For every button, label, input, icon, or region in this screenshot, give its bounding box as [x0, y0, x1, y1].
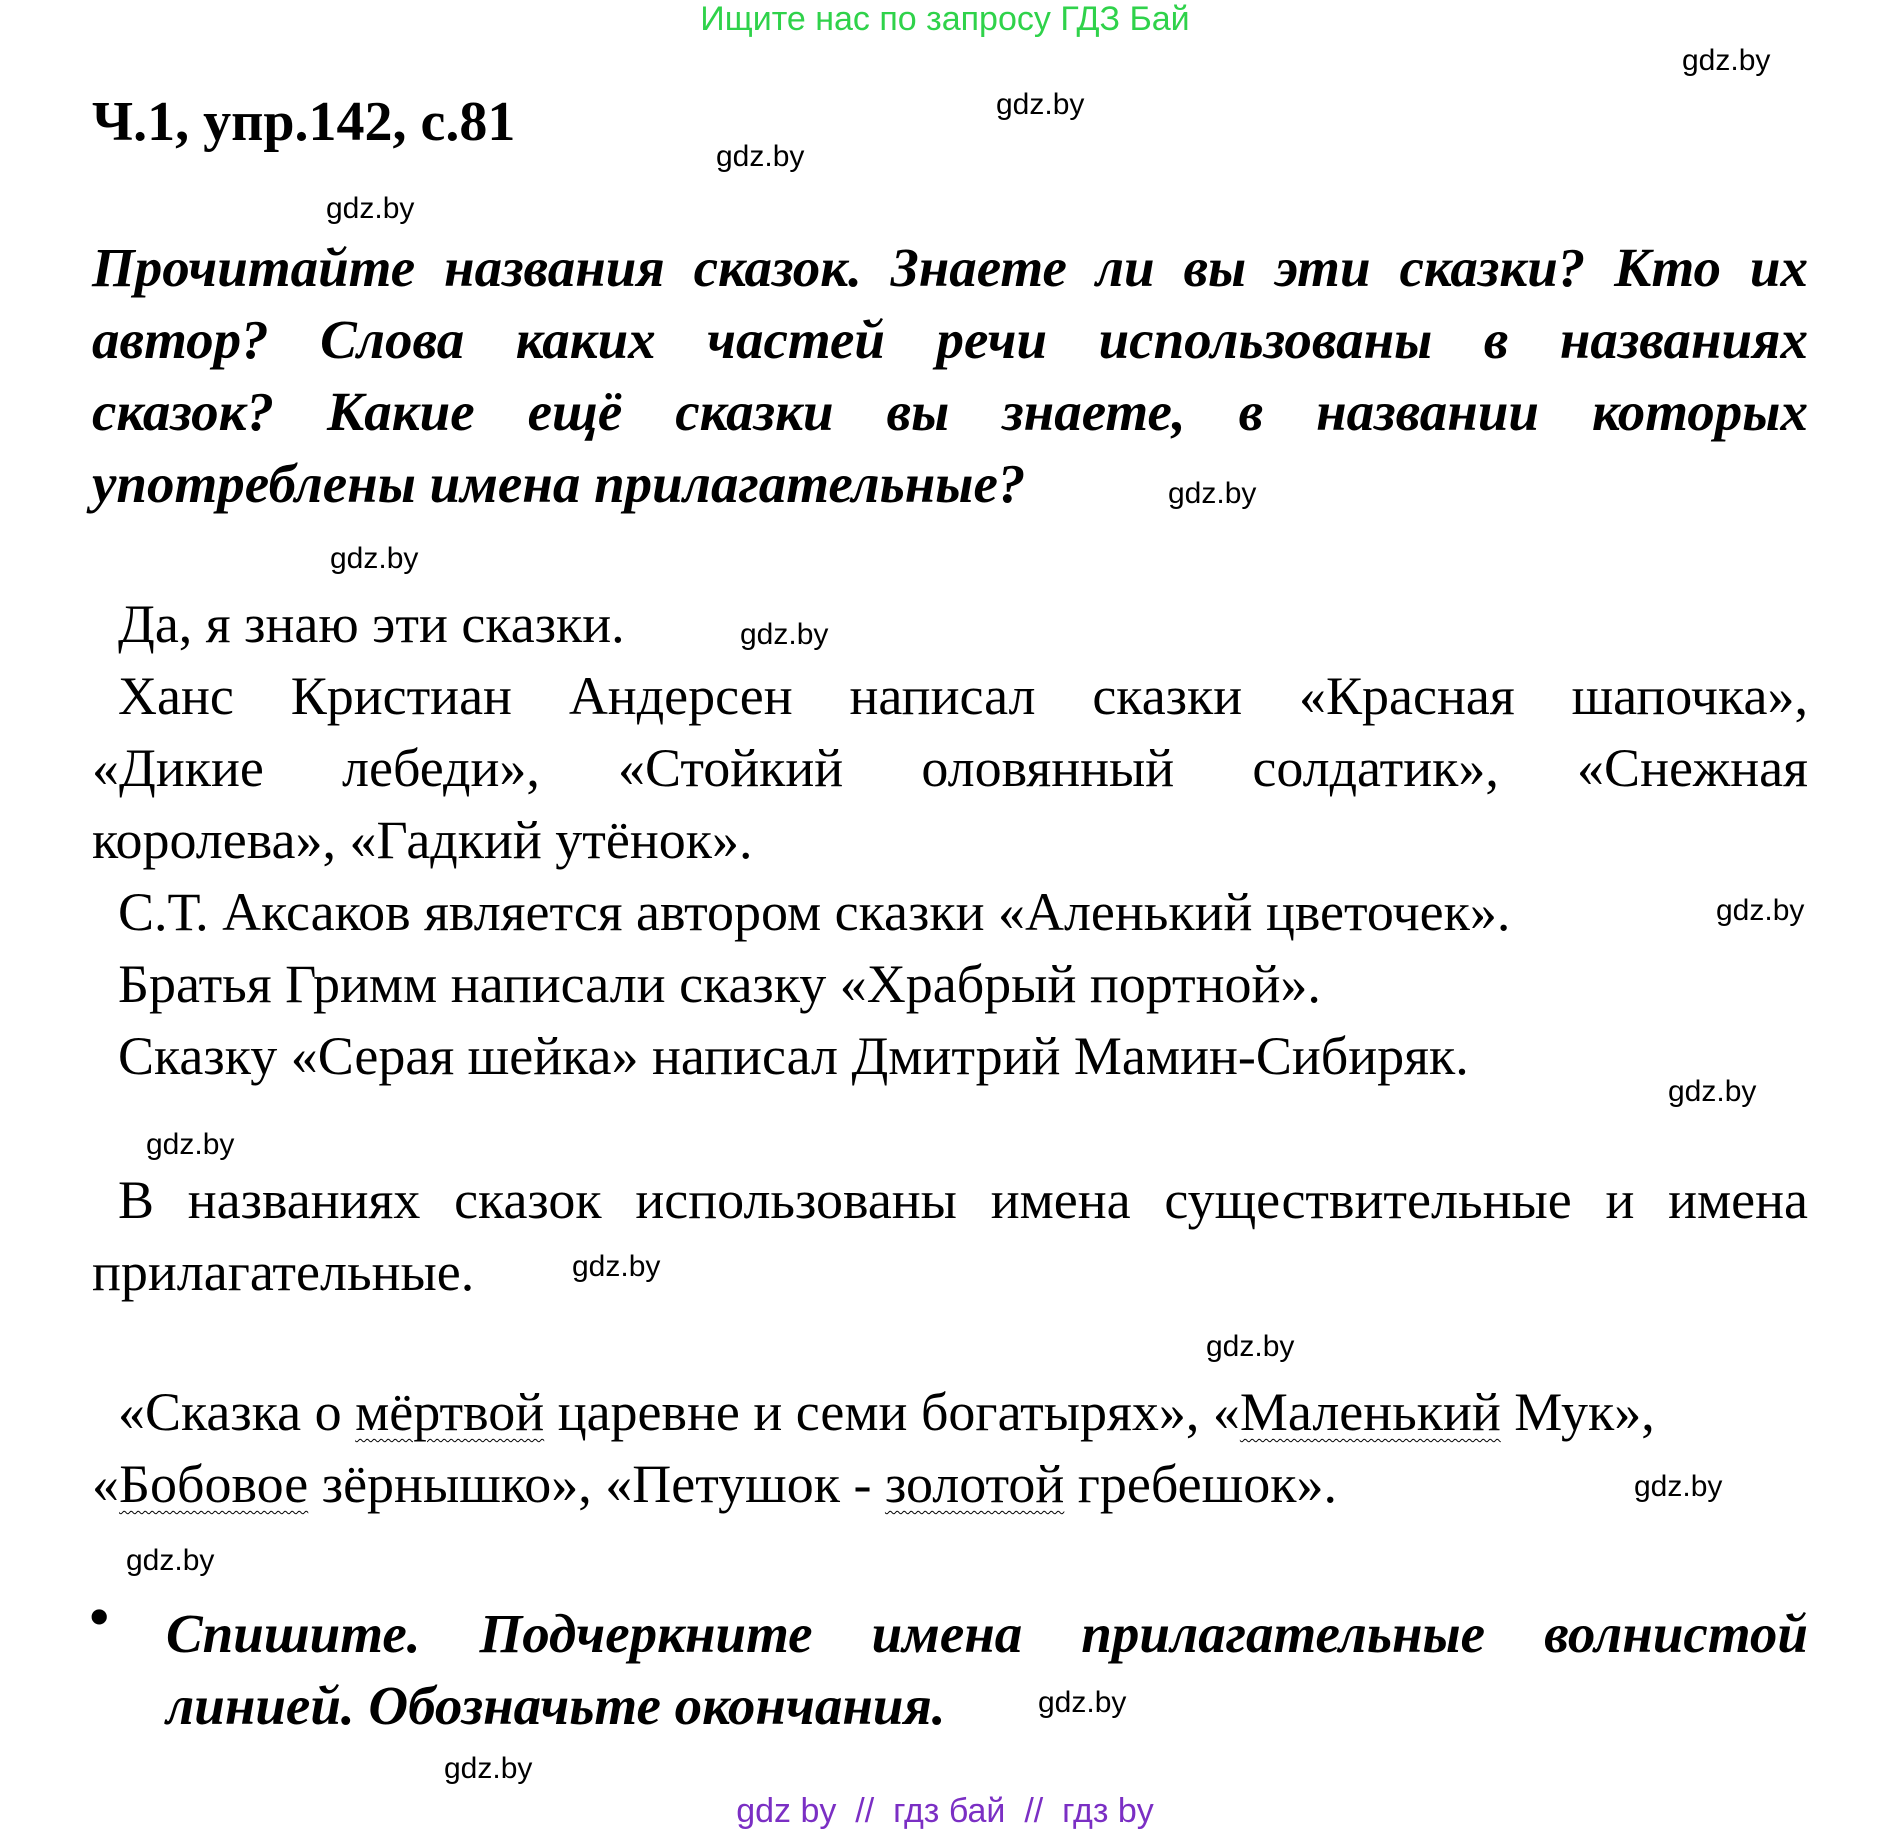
exercise-title: Ч.1, упр.142, с.81: [92, 91, 516, 153]
word: Подчеркните: [479, 1603, 813, 1664]
word: каких: [515, 309, 656, 370]
word: названиях: [187, 1170, 421, 1230]
word: Ханс: [118, 666, 234, 726]
word: сказок?: [92, 381, 275, 442]
text: «: [92, 1454, 119, 1514]
text: Мук»,: [1500, 1382, 1655, 1442]
word: названии: [1316, 381, 1539, 442]
word: вы: [886, 381, 950, 442]
word: Прочитайте: [92, 237, 416, 298]
word: «Стойкий: [618, 738, 844, 798]
word: которых: [1591, 381, 1808, 442]
word: эти: [1275, 237, 1371, 298]
word: знаете,: [1002, 381, 1186, 442]
task2-text: [166, 1598, 1808, 1742]
task-text: [92, 232, 1808, 520]
word: оловянный: [921, 738, 1175, 798]
watermark: gdz.by: [1682, 44, 1771, 77]
adjective-underlined: золотой: [884, 1454, 1065, 1514]
answer-paragraph-5: Сказку «Серая шейка» написал Дмитрий Мамин-Сибиряк.: [118, 1026, 1469, 1086]
answer-paragraph-6: [92, 1164, 1808, 1308]
watermark: gdz.by: [740, 618, 829, 651]
word: в: [1483, 309, 1509, 370]
word: шапочка»,: [1571, 666, 1808, 726]
word: солдатик»,: [1252, 738, 1499, 798]
word: В: [118, 1170, 155, 1230]
watermark: gdz.by: [996, 88, 1085, 121]
word: использованы: [635, 1170, 957, 1230]
watermark: gdz.by: [326, 192, 415, 225]
word: Слова: [320, 309, 465, 370]
word: «Красная: [1299, 666, 1515, 726]
text: зёрнышко», «Петушок -: [308, 1454, 885, 1514]
word: сказок: [454, 1170, 602, 1230]
word: имена: [990, 1170, 1131, 1230]
word: их: [1749, 237, 1808, 298]
word: имена: [871, 1603, 1023, 1664]
watermark: gdz.by: [444, 1752, 533, 1785]
answer-paragraph-3: С.Т. Аксаков является автором сказки «Аленький цветочек».: [118, 882, 1511, 942]
word: сказок.: [693, 237, 862, 298]
answer-line: [92, 732, 1808, 804]
watermark: gdz.by: [1634, 1470, 1723, 1503]
watermark: gdz.by: [1716, 894, 1805, 927]
word: автор?: [92, 309, 269, 370]
watermark: gdz.by: [1206, 1330, 1295, 1363]
text: гребешок».: [1064, 1454, 1337, 1514]
word: ещё: [527, 381, 623, 442]
watermark: gdz.by: [1038, 1686, 1127, 1719]
word: и: [1605, 1170, 1635, 1230]
task-line-2: [92, 304, 1808, 376]
bottom-banner: gdz by // гдз бай // гдз by: [736, 1792, 1154, 1830]
task2-line-1: [166, 1598, 1808, 1670]
word: написал: [849, 666, 1036, 726]
watermark: gdz.by: [1168, 477, 1257, 510]
word: Кристиан: [290, 666, 512, 726]
word: вы: [1183, 237, 1247, 298]
watermark: gdz.by: [716, 140, 805, 173]
text: царевне и семи богатырях», «: [544, 1382, 1240, 1442]
word: речи: [936, 309, 1048, 370]
word: использованы: [1098, 309, 1433, 370]
adjective-underlined: мёртвой: [355, 1382, 545, 1442]
watermark: gdz.by: [330, 542, 419, 575]
answer-line: [92, 1164, 1808, 1236]
word: лебеди»,: [342, 738, 540, 798]
word: названия: [444, 237, 665, 298]
word: прилагательные: [1081, 1603, 1486, 1664]
watermark: gdz.by: [1668, 1075, 1757, 1108]
word: сказки?: [1399, 237, 1586, 298]
task-line-1: [92, 232, 1808, 304]
task-line-4: употреблены имена прилагательные?: [92, 453, 1026, 514]
answer-line: [92, 660, 1808, 732]
task2-line-2: линией. Обозначьте окончания.: [166, 1675, 946, 1736]
answer-paragraph-4: Братья Гримм написали сказку «Храбрый портной».: [118, 954, 1321, 1014]
word: Спишите.: [166, 1603, 421, 1664]
word: названиях: [1559, 309, 1808, 370]
answer-paragraph-2: [92, 660, 1808, 876]
word: Знаете: [890, 237, 1067, 298]
word: Кто: [1614, 237, 1722, 298]
word: имена: [1668, 1170, 1808, 1230]
adjective-underlined: Маленький: [1239, 1382, 1501, 1442]
word: Какие: [326, 381, 475, 442]
examples-line-2: [92, 1448, 1808, 1520]
examples-paragraph: [92, 1376, 1808, 1520]
word: волнистой: [1544, 1603, 1808, 1664]
watermark: gdz.by: [146, 1128, 235, 1161]
answer-line: прилагательные.: [92, 1242, 475, 1302]
bullet-icon: •: [88, 1581, 111, 1652]
word: ли: [1095, 237, 1155, 298]
answer-line: королева», «Гадкий утёнок».: [92, 810, 753, 870]
word: сказки: [675, 381, 834, 442]
word: в: [1238, 381, 1264, 442]
word: «Дикие: [92, 738, 264, 798]
task-line-3: [92, 376, 1808, 448]
word: Андерсен: [568, 666, 793, 726]
answer-paragraph-1: Да, я знаю эти сказки.: [118, 594, 625, 654]
text: «Сказка о: [118, 1382, 356, 1442]
word: частей: [707, 309, 885, 370]
top-banner: Ищите нас по запросу ГДЗ Бай: [700, 0, 1190, 38]
watermark: gdz.by: [572, 1250, 661, 1283]
watermark: gdz.by: [126, 1544, 215, 1577]
word: существительные: [1164, 1170, 1572, 1230]
examples-line-1: [92, 1376, 1808, 1448]
word: сказки: [1092, 666, 1243, 726]
word: «Снежная: [1577, 738, 1808, 798]
adjective-underlined: Бобовое: [119, 1454, 309, 1514]
